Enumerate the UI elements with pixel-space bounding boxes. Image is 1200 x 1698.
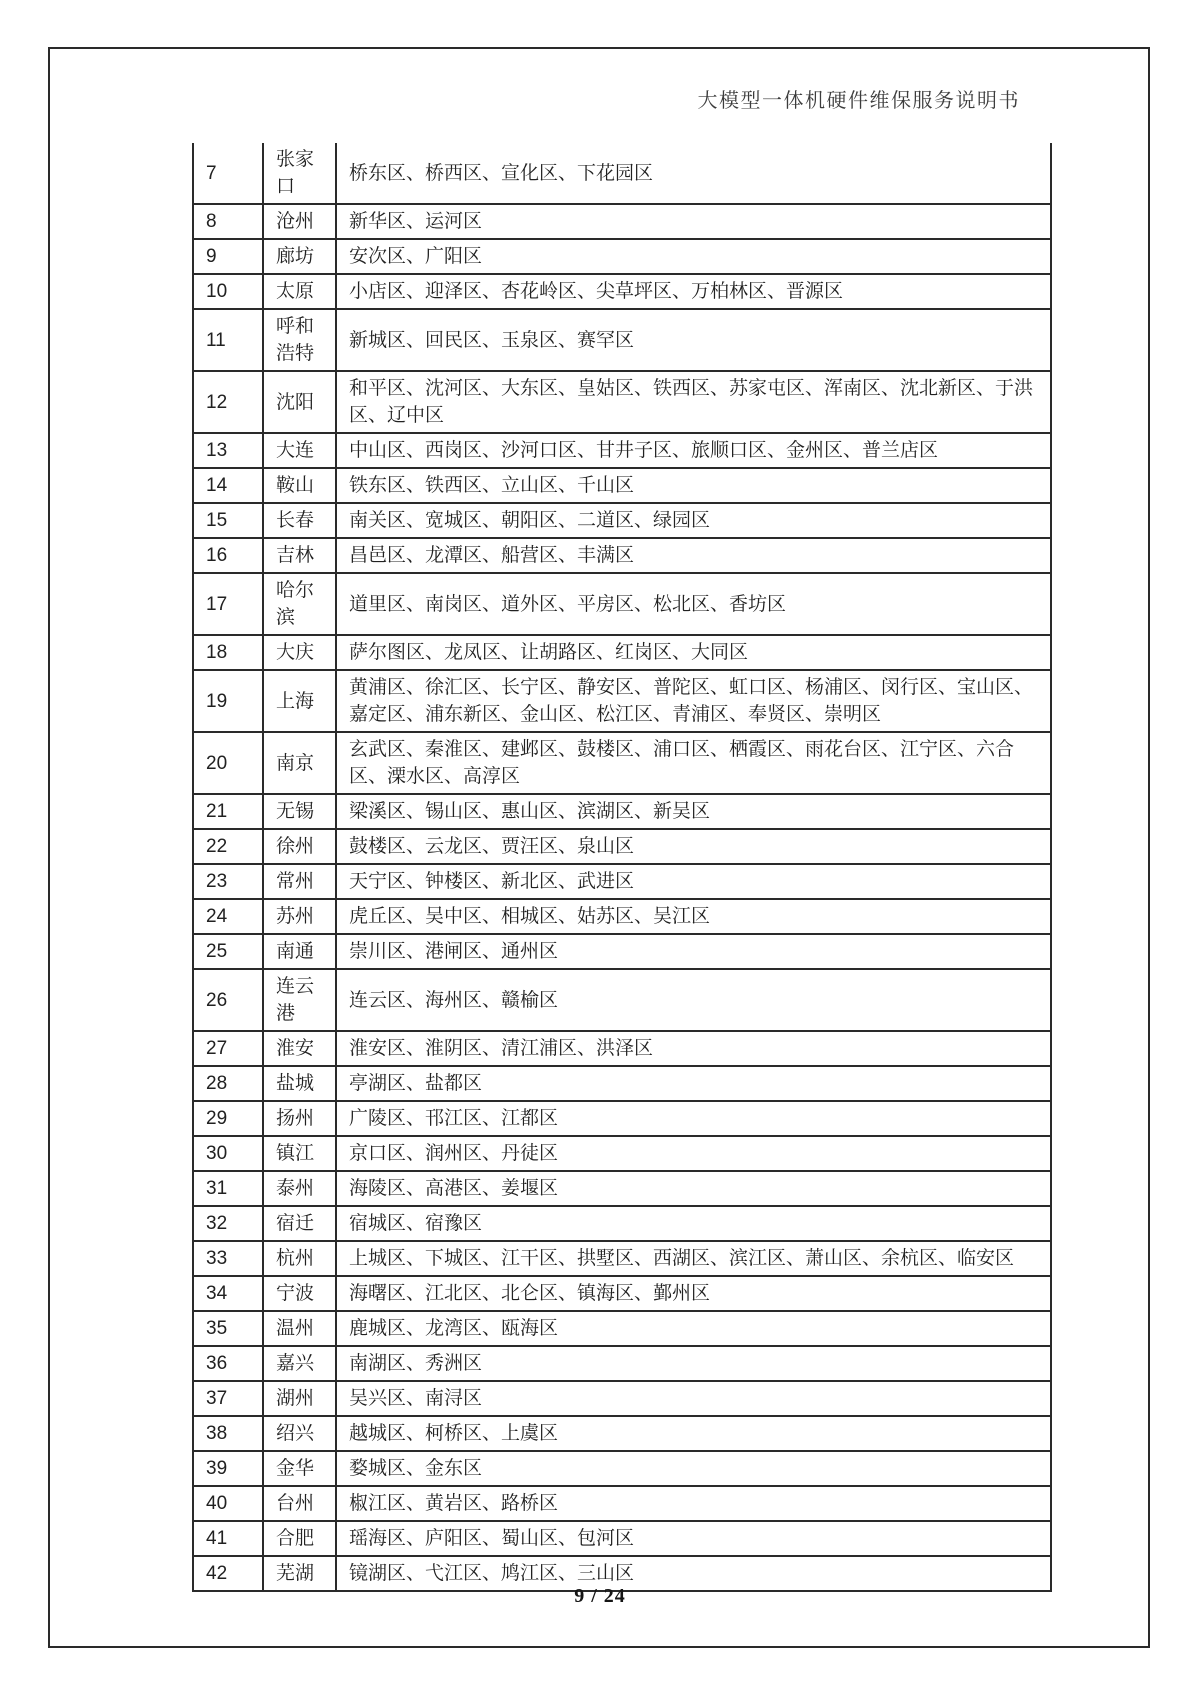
city-cell: 张家口 <box>263 143 336 204</box>
row-number-cell: 34 <box>193 1276 263 1311</box>
districts-cell: 崇川区、港闸区、通州区 <box>336 934 1051 969</box>
districts-cell: 新城区、回民区、玉泉区、赛罕区 <box>336 309 1051 371</box>
table-row <box>193 1451 1051 1486</box>
table-row <box>193 864 1051 899</box>
city-cell: 杭州 <box>263 1241 336 1276</box>
row-number-cell: 17 <box>193 573 263 635</box>
districts-cell: 新华区、运河区 <box>336 204 1051 239</box>
districts-cell: 宿城区、宿豫区 <box>336 1206 1051 1241</box>
districts-cell: 桥东区、桥西区、宣化区、下花园区 <box>336 143 1051 204</box>
row-number-cell: 31 <box>193 1171 263 1206</box>
districts-cell: 安次区、广阳区 <box>336 239 1051 274</box>
city-cell: 徐州 <box>263 829 336 864</box>
row-number-cell: 20 <box>193 732 263 794</box>
table-row <box>193 829 1051 864</box>
city-cell: 大连 <box>263 433 336 468</box>
row-number-cell: 41 <box>193 1521 263 1556</box>
districts-cell: 鼓楼区、云龙区、贾汪区、泉山区 <box>336 829 1051 864</box>
row-number-cell: 40 <box>193 1486 263 1521</box>
row-number-cell: 11 <box>193 309 263 371</box>
row-number-cell: 38 <box>193 1416 263 1451</box>
row-number-cell: 30 <box>193 1136 263 1171</box>
city-cell: 镇江 <box>263 1136 336 1171</box>
table-row <box>193 899 1051 934</box>
row-number-cell: 33 <box>193 1241 263 1276</box>
table-row <box>193 239 1051 274</box>
row-number-cell: 19 <box>193 670 263 732</box>
districts-cell: 玄武区、秦淮区、建邺区、鼓楼区、浦口区、栖霞区、雨花台区、江宁区、六合区、溧水区、高淳区 <box>336 732 1051 794</box>
districts-cell: 上城区、下城区、江干区、拱墅区、西湖区、滨江区、萧山区、余杭区、临安区 <box>336 1241 1051 1276</box>
city-cell: 盐城 <box>263 1066 336 1101</box>
table-row <box>193 1416 1051 1451</box>
districts-cell: 铁东区、铁西区、立山区、千山区 <box>336 468 1051 503</box>
districts-cell: 昌邑区、龙潭区、船营区、丰满区 <box>336 538 1051 573</box>
districts-cell: 连云区、海州区、赣榆区 <box>336 969 1051 1031</box>
row-number-cell: 35 <box>193 1311 263 1346</box>
table-row <box>193 1101 1051 1136</box>
city-cell: 连云港 <box>263 969 336 1031</box>
city-cell: 苏州 <box>263 899 336 934</box>
row-number-cell: 36 <box>193 1346 263 1381</box>
districts-cell: 鹿城区、龙湾区、瓯海区 <box>336 1311 1051 1346</box>
city-cell: 芜湖 <box>263 1556 336 1591</box>
city-cell: 宿迁 <box>263 1206 336 1241</box>
table-row <box>193 274 1051 309</box>
city-cell: 湖州 <box>263 1381 336 1416</box>
row-number-cell: 27 <box>193 1031 263 1066</box>
city-cell: 上海 <box>263 670 336 732</box>
city-cell: 太原 <box>263 274 336 309</box>
table-row <box>193 1486 1051 1521</box>
table-row <box>193 1381 1051 1416</box>
districts-cell: 亭湖区、盐都区 <box>336 1066 1051 1101</box>
row-number-cell: 28 <box>193 1066 263 1101</box>
city-cell: 嘉兴 <box>263 1346 336 1381</box>
row-number-cell: 21 <box>193 794 263 829</box>
table-row <box>193 204 1051 239</box>
city-cell: 扬州 <box>263 1101 336 1136</box>
table-row <box>193 1066 1051 1101</box>
districts-cell: 吴兴区、南浔区 <box>336 1381 1051 1416</box>
row-number-cell: 12 <box>193 371 263 433</box>
city-cell: 大庆 <box>263 635 336 670</box>
city-cell: 沈阳 <box>263 371 336 433</box>
city-cell: 绍兴 <box>263 1416 336 1451</box>
city-cell: 常州 <box>263 864 336 899</box>
row-number-cell: 8 <box>193 204 263 239</box>
table-row <box>193 371 1051 433</box>
page-number: 9 / 24 <box>574 1585 626 1607</box>
districts-cell: 中山区、西岗区、沙河口区、甘井子区、旅顺口区、金州区、普兰店区 <box>336 433 1051 468</box>
table-row <box>193 732 1051 794</box>
row-number-cell: 26 <box>193 969 263 1031</box>
city-cell: 无锡 <box>263 794 336 829</box>
row-number-cell: 14 <box>193 468 263 503</box>
row-number-cell: 7 <box>193 143 263 204</box>
table-row <box>193 1241 1051 1276</box>
districts-cell: 越城区、柯桥区、上虞区 <box>336 1416 1051 1451</box>
row-number-cell: 18 <box>193 635 263 670</box>
table-row <box>193 670 1051 732</box>
districts-cell: 虎丘区、吴中区、相城区、姑苏区、吴江区 <box>336 899 1051 934</box>
districts-cell: 道里区、南岗区、道外区、平房区、松北区、香坊区 <box>336 573 1051 635</box>
table-row <box>193 143 1051 204</box>
table-row <box>193 433 1051 468</box>
page-header-title: 大模型一体机硬件维保服务说明书 <box>697 90 1020 112</box>
districts-cell: 镜湖区、弋江区、鸠江区、三山区 <box>336 1556 1051 1591</box>
city-cell: 温州 <box>263 1311 336 1346</box>
districts-cell: 广陵区、邗江区、江都区 <box>336 1101 1051 1136</box>
table-row <box>193 934 1051 969</box>
districts-cell: 椒江区、黄岩区、路桥区 <box>336 1486 1051 1521</box>
districts-cell: 萨尔图区、龙凤区、让胡路区、红岗区、大同区 <box>336 635 1051 670</box>
table-row <box>193 635 1051 670</box>
table-row <box>193 538 1051 573</box>
city-cell: 合肥 <box>263 1521 336 1556</box>
city-cell: 南京 <box>263 732 336 794</box>
row-number-cell: 9 <box>193 239 263 274</box>
table-row <box>193 1136 1051 1171</box>
row-number-cell: 15 <box>193 503 263 538</box>
table-row <box>193 1521 1051 1556</box>
city-cell: 长春 <box>263 503 336 538</box>
row-number-cell: 39 <box>193 1451 263 1486</box>
city-cell: 宁波 <box>263 1276 336 1311</box>
table-row <box>193 1311 1051 1346</box>
districts-cell: 天宁区、钟楼区、新北区、武进区 <box>336 864 1051 899</box>
city-districts-table <box>192 143 1052 1592</box>
table-row <box>193 1031 1051 1066</box>
city-cell: 台州 <box>263 1486 336 1521</box>
row-number-cell: 25 <box>193 934 263 969</box>
city-cell: 哈尔滨 <box>263 573 336 635</box>
table-row <box>193 309 1051 371</box>
city-cell: 淮安 <box>263 1031 336 1066</box>
districts-cell: 黄浦区、徐汇区、长宁区、静安区、普陀区、虹口区、杨浦区、闵行区、宝山区、嘉定区、浦东新区、金山区、松江区、青浦区、奉贤区、崇明区 <box>336 670 1051 732</box>
row-number-cell: 16 <box>193 538 263 573</box>
table-row <box>193 794 1051 829</box>
table-row <box>193 1346 1051 1381</box>
districts-cell: 海陵区、高港区、姜堰区 <box>336 1171 1051 1206</box>
table-row <box>193 468 1051 503</box>
districts-cell: 梁溪区、锡山区、惠山区、滨湖区、新吴区 <box>336 794 1051 829</box>
city-cell: 呼和浩特 <box>263 309 336 371</box>
districts-cell: 海曙区、江北区、北仑区、镇海区、鄞州区 <box>336 1276 1051 1311</box>
city-cell: 金华 <box>263 1451 336 1486</box>
row-number-cell: 13 <box>193 433 263 468</box>
row-number-cell: 23 <box>193 864 263 899</box>
table-row <box>193 1206 1051 1241</box>
districts-cell: 南关区、宽城区、朝阳区、二道区、绿园区 <box>336 503 1051 538</box>
city-cell: 鞍山 <box>263 468 336 503</box>
row-number-cell: 32 <box>193 1206 263 1241</box>
row-number-cell: 10 <box>193 274 263 309</box>
districts-cell: 和平区、沈河区、大东区、皇姑区、铁西区、苏家屯区、浑南区、沈北新区、于洪区、辽中区 <box>336 371 1051 433</box>
districts-cell: 京口区、润州区、丹徒区 <box>336 1136 1051 1171</box>
districts-cell: 瑶海区、庐阳区、蜀山区、包河区 <box>336 1521 1051 1556</box>
city-cell: 廊坊 <box>263 239 336 274</box>
table-row <box>193 969 1051 1031</box>
row-number-cell: 29 <box>193 1101 263 1136</box>
table-row <box>193 573 1051 635</box>
table-row <box>193 503 1051 538</box>
row-number-cell: 22 <box>193 829 263 864</box>
table-row <box>193 1276 1051 1311</box>
row-number-cell: 24 <box>193 899 263 934</box>
city-cell: 吉林 <box>263 538 336 573</box>
districts-cell: 婺城区、金东区 <box>336 1451 1051 1486</box>
row-number-cell: 42 <box>193 1556 263 1591</box>
table-row <box>193 1171 1051 1206</box>
city-cell: 南通 <box>263 934 336 969</box>
districts-cell: 小店区、迎泽区、杏花岭区、尖草坪区、万柏林区、晋源区 <box>336 274 1051 309</box>
city-cell: 泰州 <box>263 1171 336 1206</box>
city-cell: 沧州 <box>263 204 336 239</box>
table-body <box>193 143 1051 1591</box>
districts-cell: 南湖区、秀洲区 <box>336 1346 1051 1381</box>
row-number-cell: 37 <box>193 1381 263 1416</box>
districts-cell: 淮安区、淮阴区、清江浦区、洪泽区 <box>336 1031 1051 1066</box>
